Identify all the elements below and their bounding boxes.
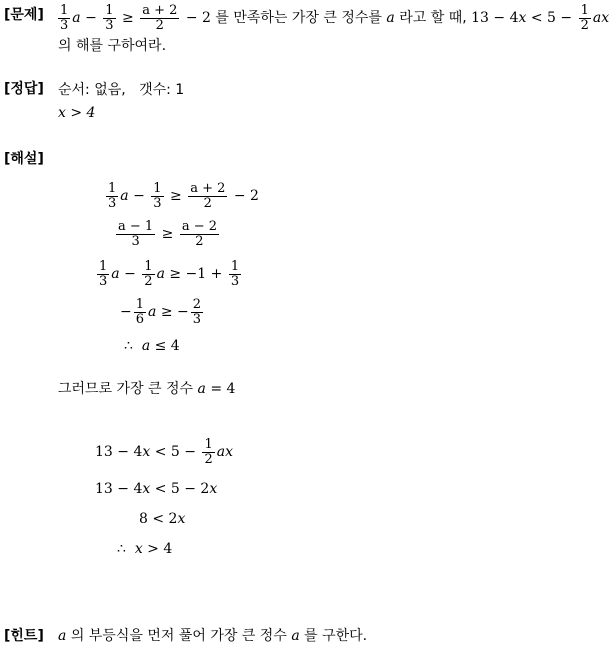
answer-tag: [정답] — [4, 81, 44, 97]
solution-step-2: $\frac{a - 1}{3}$ ≥ $\frac{a - 2}{2}$ — [118, 218, 218, 249]
hint-tag: [힌트] — [4, 628, 44, 644]
solution-step-8: 8 < 2x — [139, 511, 186, 527]
solution-step-6: 13 − 4 x < 5 − $\frac{1}{2}$ ax — [95, 436, 233, 467]
hint-line: a 의 부등식을 먼저 풀어 가장 큰 정수 a 를 구한다. — [58, 628, 368, 644]
solution-step-3: $\frac{1}{3}$ a − $\frac{1}{2}$ a ≥ −1 + $\frac{1}{3}$ — [99, 258, 240, 289]
solution-conclusion-text: 그러므로 가장 큰 정수 — [58, 381, 194, 397]
hint-text-2: 를 구한다. — [304, 628, 368, 644]
problem-text-1: 를 만족하는 가장 큰 정수를 — [215, 10, 382, 26]
answer-expression: x > 4 — [58, 105, 96, 121]
problem-inequality: $\frac{1}{3}$ a − $\frac{1}{3}$ ≥ $\frac{a + 2}{2}$ − 2 를 만족하는 가장 큰 정수를 a 라고 할 때, 13 − 4 x < 5 − $\frac{1}{2}$ ax — [60, 2, 609, 33]
solution-step-7: 13 − 4x < 5 − 2x — [95, 481, 218, 497]
solution-step-5: ∴ a ≤ 4 — [124, 338, 180, 354]
problem-text-3: 의 해를 구하여라. — [58, 38, 167, 54]
answer-count: 갯수: 1 — [139, 82, 185, 98]
problem-tag: [문제] — [4, 7, 44, 23]
answer-order: 순서: 없음, — [58, 82, 126, 98]
solution-tag: [해설] — [4, 151, 44, 167]
solution-conclusion: 그러므로 가장 큰 정수 a = 4 — [58, 381, 236, 397]
answer-order-count — [58, 79, 184, 99]
solution-step-4: − $\frac{1}{6}$ a ≥ − $\frac{2}{3}$ — [120, 296, 202, 327]
solution-step-1: $\frac{1}{3}$ a − $\frac{1}{3}$ ≥ $\frac{a + 2}{2}$ − 2 — [108, 180, 259, 211]
problem-text-2: 라고 할 때, — [399, 10, 467, 26]
hint-text-1: 의 부등식을 먼저 풀어 가장 큰 정수 — [70, 628, 287, 644]
solution-step-9: ∴ x > 4 — [117, 541, 173, 557]
